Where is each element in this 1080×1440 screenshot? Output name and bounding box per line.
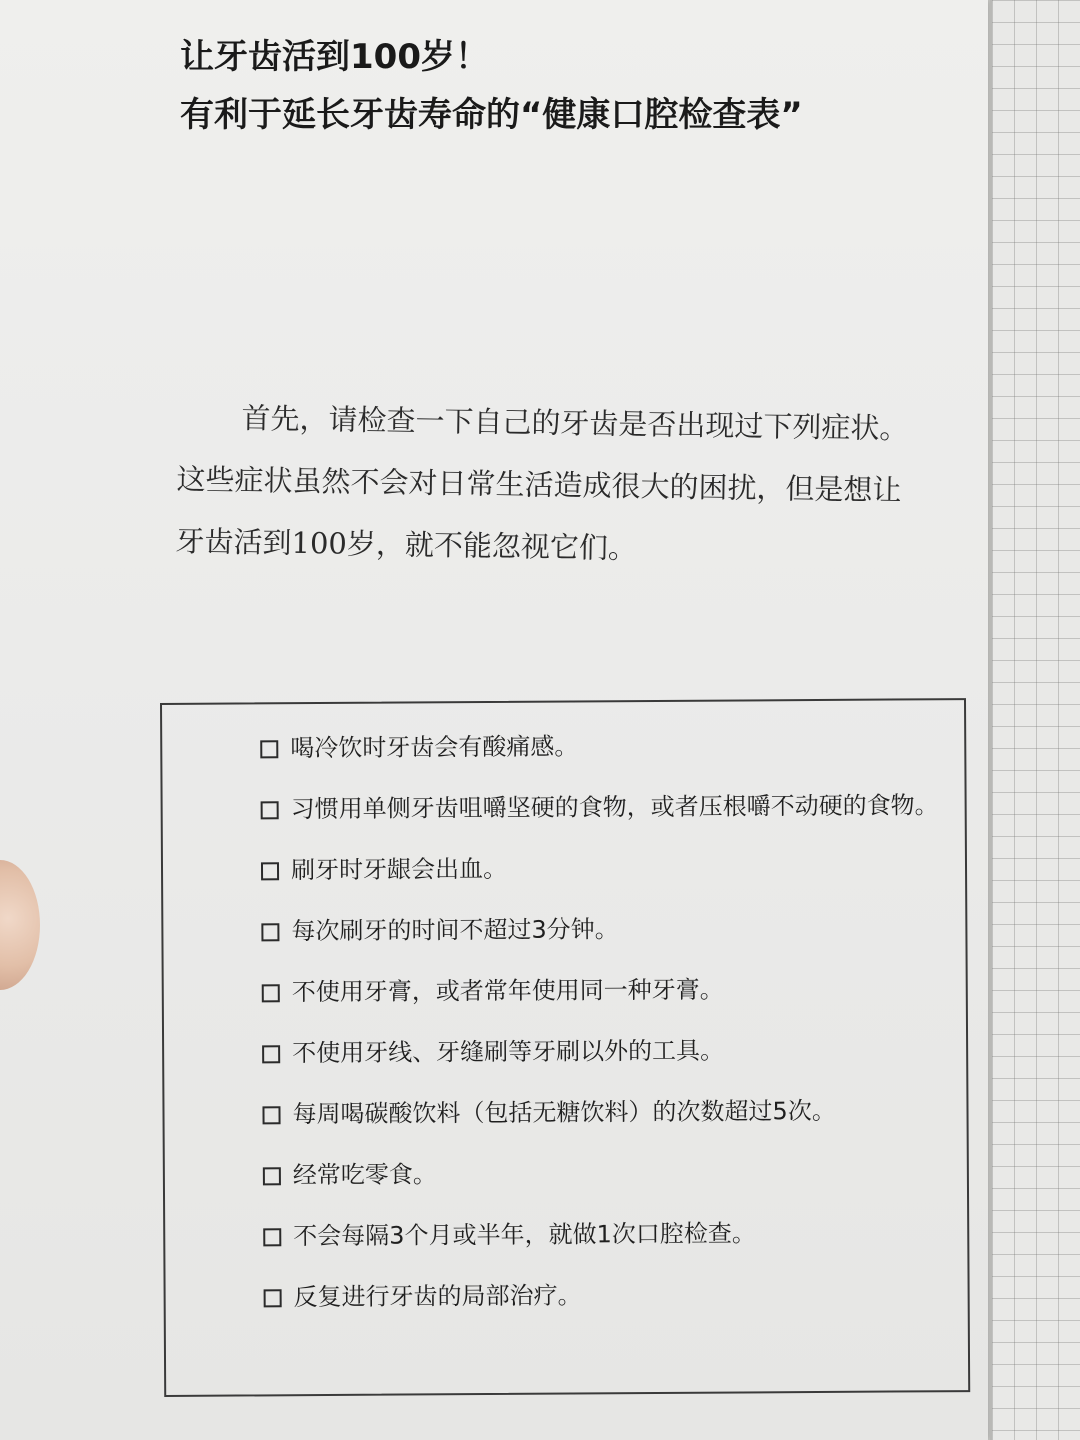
checkbox-icon: [261, 862, 279, 880]
checkbox-icon: [261, 801, 279, 819]
title-line-1: 让牙齿活到100岁！: [180, 37, 489, 77]
checklist-item: [166, 1275, 968, 1316]
grid-paper-page: [990, 0, 1080, 1440]
checkbox-icon: [261, 923, 279, 941]
title-line-2: 有利于延长牙齿寿命的“健康口腔检查表”: [180, 95, 803, 135]
checklist-item: [163, 848, 965, 889]
checkbox-icon: [262, 1106, 280, 1124]
checklist-item-text: 喝冷饮时牙齿会有酸痛感。: [290, 732, 579, 763]
checklist-item: [165, 1214, 967, 1255]
checkbox-icon: [263, 1228, 281, 1246]
checklist-item: [162, 778, 964, 837]
intro-paragraph: [175, 386, 968, 584]
checkbox-icon: [260, 740, 278, 758]
checklist-item-text: 不使用牙线、牙缝刷等牙刷以外的工具。: [292, 1036, 725, 1068]
checklist-box: [160, 698, 970, 1397]
intro-line-3: 牙齿活到100岁，就不能忽视它们。: [175, 523, 638, 566]
checklist-item: [163, 909, 965, 950]
checkbox-icon: [264, 1289, 282, 1307]
checklist-item: [164, 1092, 966, 1133]
intro-line-2: 这些症状虽然不会对日常生活造成很大的困扰，但是想让: [176, 461, 902, 508]
page-title: [180, 28, 940, 144]
checklist-item: [165, 1153, 967, 1194]
intro-line-1: 首先，请检查一下自己的牙齿是否出现过下列症状。: [241, 401, 909, 446]
checklist-item-text: 经常吃零食。: [292, 1160, 437, 1190]
checklist-item-text: 不会每隔3个月或半年，就做1次口腔检查。: [293, 1219, 756, 1251]
checklist-item-text: 刷牙时牙龈会出血。: [290, 854, 508, 885]
checklist-item-text: 每周喝碳酸饮料（包括无糖饮料）的次数超过5次。: [292, 1096, 836, 1129]
checklist-item-text: 反复进行牙齿的局部治疗。: [293, 1281, 582, 1312]
checklist-item: [164, 970, 966, 1011]
checklist-item: [164, 1031, 966, 1072]
checkbox-icon: [262, 1045, 280, 1063]
checkbox-icon: [262, 984, 280, 1002]
checklist-item-text: 习惯用单侧牙齿咀嚼坚硬的食物，或者压根嚼不动硬的食物。: [290, 791, 939, 824]
checklist: [162, 700, 968, 1316]
checklist-item: [162, 726, 964, 767]
checkbox-icon: [263, 1167, 281, 1185]
checklist-item-text: 不使用牙膏，或者常年使用同一种牙膏。: [291, 975, 724, 1007]
checklist-item-text: 每次刷牙的时间不超过3分钟。: [291, 915, 619, 946]
